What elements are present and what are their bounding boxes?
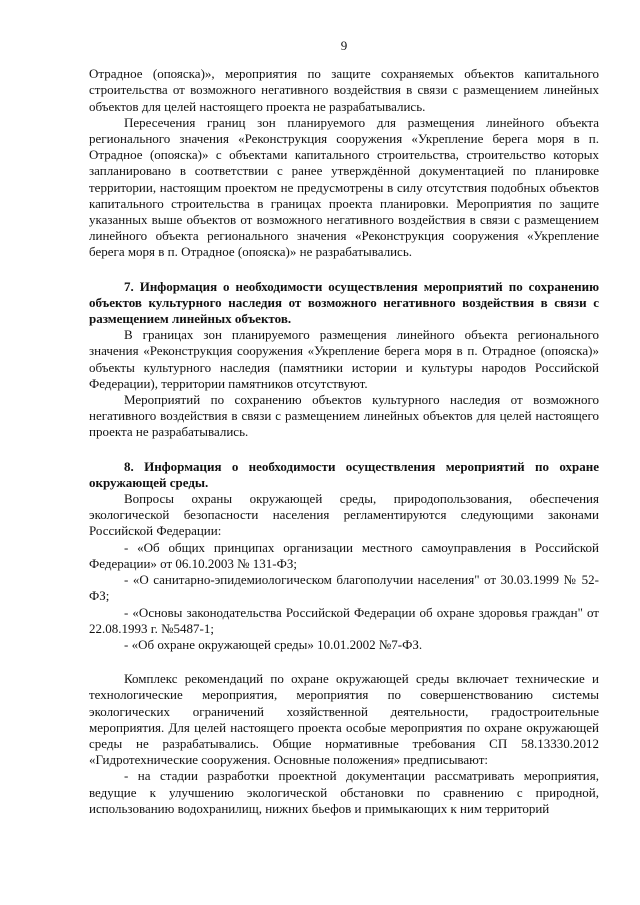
- law-item: - «Основы законодательства Российской Федерации об охране здоровья граждан" от 22.08.1993 г. №5487-1;: [89, 604, 599, 636]
- section-8-heading: 8. Информация о необходимости осуществления мероприятий по охране окружающей среды.: [89, 458, 599, 490]
- law-item: - «Об общих принципах организации местного самоуправления в Российской Федерации» от 06.10.2003 № 131-ФЗ;: [89, 539, 599, 571]
- document-page: [89, 38, 599, 817]
- spacer: [89, 441, 599, 459]
- intro-paragraph-2: Пересечения границ зон планируемого для размещения линейного объекта регионального значения «Реконструкция сооружения «Укрепление берега моря в п. Отрадное (опояска)» с объектами капитального строительства, строительство которых запланировано в соответствии с ранее утверждённой документацией по планировке территории, настоящим проектом не предусмотрены в силу отсутствия подобных объектов капитального строительства в границах проекта планировки. Мероприятия по защите указанных выше объектов от возможного негативного воздействия в связи с размещением линейного объекта регионального значения «Реконструкция сооружения «Укрепление берега моря в п. Отрадное (опояска)» не разрабатывались.: [89, 114, 599, 260]
- law-item: - «О санитарно-эпидемиологическом благополучии населения" от 30.03.1999 № 52-ФЗ;: [89, 572, 599, 604]
- section-7-paragraph-1: В границах зон планируемого размещения линейного объекта регионального значения «Реконструкция сооружения «Укрепление берега моря в п. Отрадное (опояска)» объекты культурного наследия (памятники истории и культуры народов Российской Федерации), территории памятников отсутствуют.: [89, 327, 599, 391]
- law-item: - «Об охране окружающей среды» 10.01.2002 №7-ФЗ.: [124, 636, 423, 652]
- section-7-paragraph-2: Мероприятий по сохранению объектов культурного наследия от возможного негативного воздействия в связи с размещением линейных объектов для целей настоящего проекта не разрабатывались.: [89, 392, 599, 440]
- section-7-heading: 7. Информация о необходимости осуществления мероприятий по сохранению объектов культурного наследия от возможного негативного воздействия в связи с размещением линейных объектов.: [89, 278, 599, 327]
- section-8-paragraph-2: Комплекс рекомендаций по охране окружающей среды включает технические и технологические мероприятия, мероприятия по совершенствованию системы экологических ограничений хозяйственной деятельности, градостроительные мероприятия. Для целей настоящего проекта особые мероприятия по охране окружающей среды не разрабатывались. Общие нормативные требования СП 58.13330.2012 «Гидротехнические сооружения. Основные положения» предписывают:: [89, 671, 599, 768]
- spacer: [89, 261, 599, 279]
- section-8-paragraph-3: - на стадии разработки проектной документации рассматривать мероприятия, ведущие к улучшению экологической обстановки по сравнению с природной, использованию водохранилищ, нижних бьефов и примыкающих к ним территорий: [89, 768, 599, 816]
- page-number: 9: [340, 38, 348, 53]
- section-8-paragraph-1: Вопросы охраны окружающей среды, природопользования, обеспечения экологической безопасности населения регламентируются следующими законами Российской Федерации:: [89, 491, 599, 539]
- spacer: [89, 653, 599, 671]
- intro-paragraph-1: Отрадное (опояска)», мероприятия по защите сохраняемых объектов капитального строительства от возможного негативного воздействия в связи с размещением линейных объектов для целей настоящего проекта не разрабатывались.: [89, 66, 599, 114]
